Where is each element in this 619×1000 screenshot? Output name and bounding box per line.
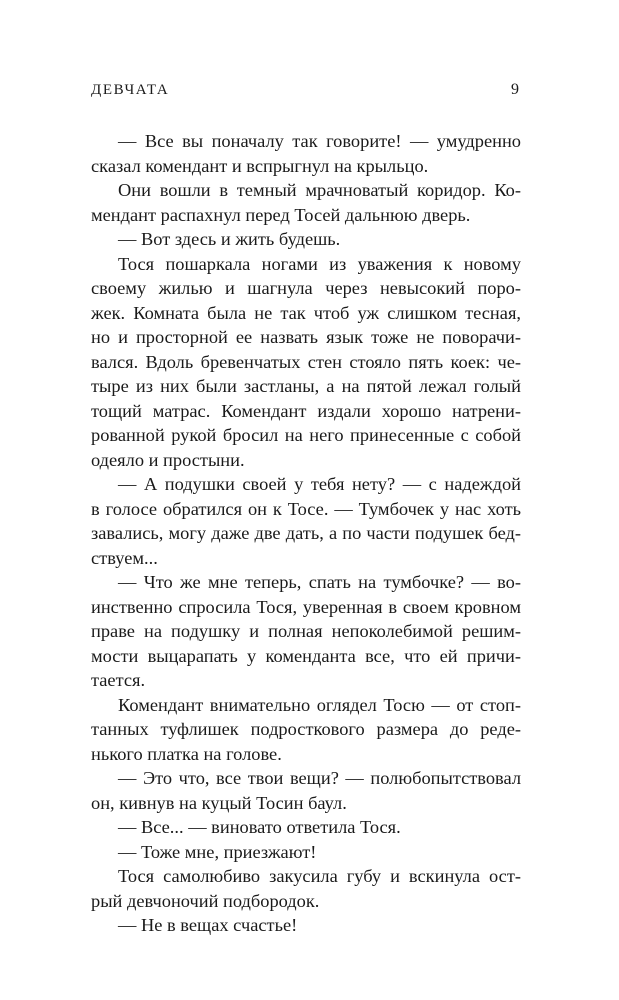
text-line: инственно спросила Тося, уверенная в своем кровном (91, 596, 521, 617)
text-line: Тося самолюбиво закусила губу и вскинула ост- (118, 866, 521, 886)
body-text (91, 129, 521, 938)
text-line: ствуем... (91, 547, 158, 568)
text-line: мендант распахнул перед Тосей дальнюю дверь. (91, 204, 471, 225)
text-line: вался. Вдоль бревенчатых стен стояло пять коек: че- (91, 351, 521, 372)
text-line: Комендант внимательно оглядел Тосю — от стоп- (118, 694, 521, 715)
text-line: — А подушки своей у тебя нету? — с надеждой (118, 474, 521, 494)
text-line: тается. (91, 670, 146, 690)
page-number: 9 (511, 81, 519, 98)
text-line: — Не в вещах счастье! (118, 915, 298, 935)
running-title: ДЕВЧАТА (91, 82, 170, 98)
text-line: сказал комендант и вспрыгнул на крыльцо. (91, 155, 429, 176)
text-line: — Все... — виновато ответила Тося. (118, 817, 401, 837)
text-line: нького платка на голове. (91, 743, 282, 764)
text-line: своему жилью и шагнула через невысокий поро- (91, 278, 521, 298)
text-line: — Все вы поначалу так говорите! — умудренно (118, 131, 521, 151)
text-line: — Что же мне теперь, спать на тумбочке? — во- (118, 572, 521, 592)
text-line: завались, могу даже две дать, а по части подушек бед- (91, 523, 521, 543)
text-line: в голосе обратился он к Тосе. — Тумбочек у нас хоть (91, 498, 521, 519)
text-line: жек. Комната была не так чтоб уж слишком тесная, (91, 302, 521, 323)
text-line: — Вот здесь и жить будешь. (118, 229, 341, 249)
text-line: тощий матрас. Комендант издали хорошо натрени- (91, 400, 521, 421)
text-line: он, кивнув на куцый Тосин баул. (91, 792, 347, 813)
text-line: Тося пошаркала ногами из уважения к новому (118, 253, 521, 274)
text-line: одеяло и простыни. (91, 449, 245, 470)
text-line: рый девчоночий подбородок. (91, 890, 320, 911)
text-line: праве на подушку и полная непоколебимой решим- (91, 621, 521, 641)
text-line: но и просторной ее назвать язык тоже не поворачи- (91, 327, 521, 347)
text-line: — Это что, все твои вещи? — полюбопытствовал (118, 768, 521, 788)
text-line: Они вошли в темный мрачноватый коридор. Ко- (118, 180, 521, 200)
text-line: рованной рукой бросил на него принесенные с собой (91, 425, 521, 445)
text-line: — Тоже мне, приезжают! (118, 841, 317, 862)
text-line: мости выцарапать у коменданта все, что ей причи- (91, 645, 521, 666)
text-line: танных туфлишек подросткового размера до реде- (91, 719, 521, 739)
text-line: тыре из них были застланы, а на пятой лежал голый (91, 376, 521, 396)
